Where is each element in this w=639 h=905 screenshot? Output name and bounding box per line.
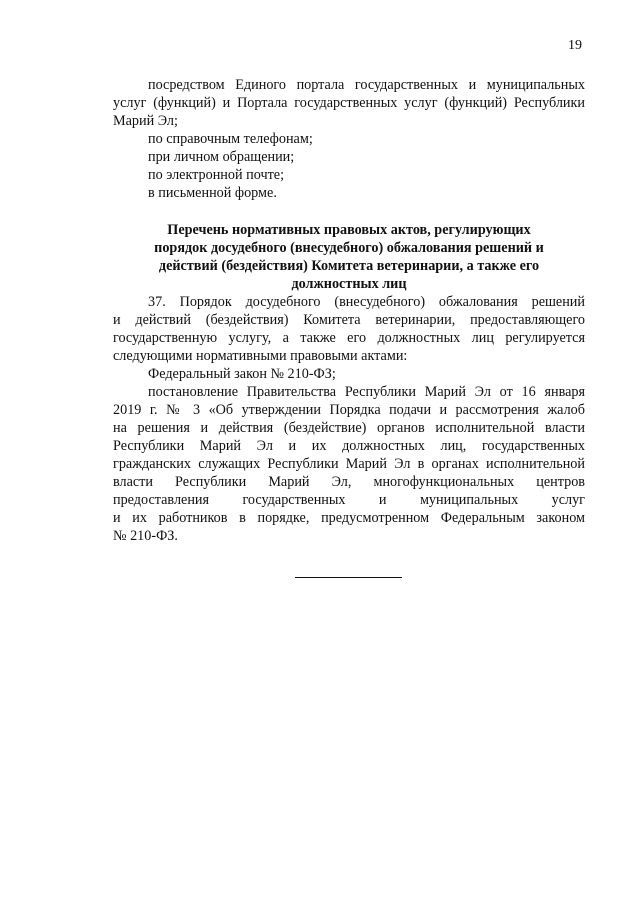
resolution-line: № 210-ФЗ. (113, 528, 178, 544)
paragraph-37-line: и действий (бездействия) Комитета ветеринарии, предоставляющего (113, 312, 585, 328)
list-item: по электронной почте; (148, 167, 285, 183)
section-heading: действий (бездействия) Комитета ветеринарии, а также его (158, 258, 540, 274)
resolution-line: 2019 г. № 3 «Об утверждении Порядка подачи и рассмотрения жалоб (113, 402, 585, 418)
section-heading: Перечень нормативных правовых актов, регулирующих (167, 222, 531, 238)
resolution-line: и их работников в порядке, предусмотренном Федеральным законом (113, 510, 585, 526)
section-heading: порядок досудебного (внесудебного) обжалования решений и (154, 240, 544, 256)
paragraph-37-line: следующими нормативными правовыми актами: (113, 348, 408, 364)
intro-line: услуг (функций) и Портала государственных услуг (функций) Республики (113, 95, 585, 111)
paragraph-37-line: 37. Порядок досудебного (внесудебного) обжалования решений (148, 294, 585, 310)
list-item: по справочным телефонам; (148, 131, 313, 147)
federal-law-line: Федеральный закон № 210-ФЗ; (148, 366, 336, 382)
resolution-line: постановление Правительства Республики Марий Эл от 16 января (148, 384, 585, 400)
end-rule (295, 577, 402, 578)
resolution-line: власти Республики Марий Эл, многофункциональных центров (113, 474, 585, 490)
resolution-line: предоставления государственных и муниципальных услуг (113, 492, 585, 508)
intro-line: Марий Эл; (113, 113, 178, 129)
paragraph-37-line: государственную услугу, а также его должностных лиц регулируется (113, 330, 585, 346)
list-item: в письменной форме. (148, 185, 277, 201)
intro-line: посредством Единого портала государственных и муниципальных (148, 77, 585, 93)
resolution-line: Республики Марий Эл и их должностных лиц, государственных (113, 438, 585, 454)
page-number: 19 (568, 38, 582, 53)
list-item: при личном обращении; (148, 149, 295, 165)
resolution-line: на решения и действия (бездействие) органов исполнительной власти (113, 420, 585, 436)
section-heading: должностных лиц (291, 276, 407, 292)
resolution-line: гражданских служащих Республики Марий Эл в органах исполнительной (113, 456, 585, 472)
